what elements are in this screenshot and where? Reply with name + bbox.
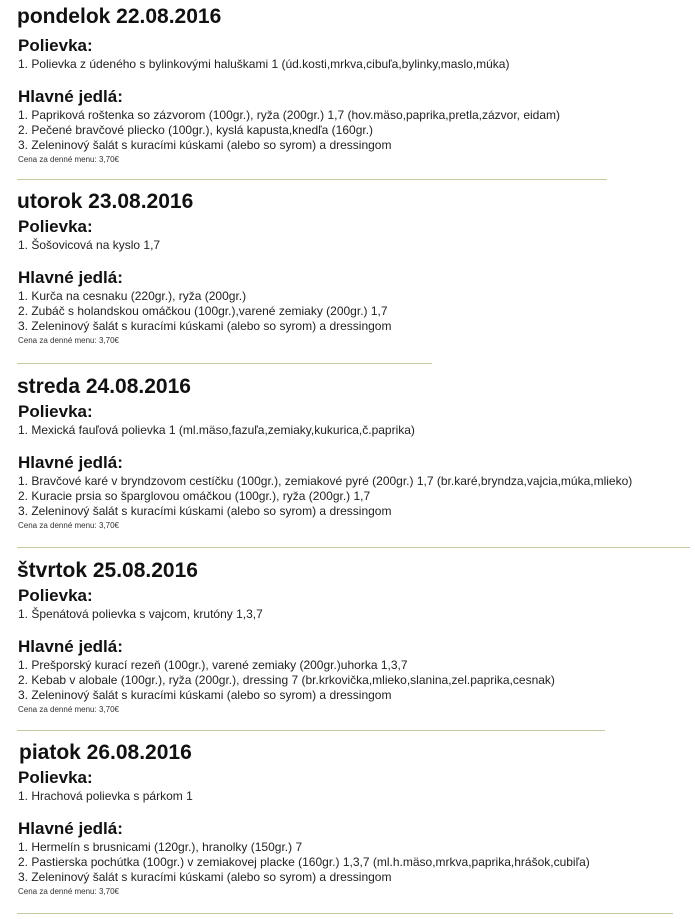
soup-list bbox=[0, 607, 695, 622]
day-separator bbox=[17, 730, 605, 731]
soup-item: 1. Špenátová polievka s vajcom, krutóny 1,3,7 bbox=[18, 607, 263, 621]
soup-item: 1. Polievka z údeného s bylinkovými haluškami 1 (úd.kosti,mrkva,cibuľa,bylinky,maslo,múka) bbox=[18, 57, 510, 71]
main-dish-item: 3. Zeleninový šalát s kuracími kúskami (alebo so syrom) a dressingom bbox=[18, 870, 392, 884]
main-dishes-heading: Hlavné jedlá: bbox=[18, 87, 123, 106]
day-title: pondelok 22.08.2016 bbox=[17, 5, 222, 28]
day-friday bbox=[0, 742, 695, 897]
soup-heading: Polievka: bbox=[18, 36, 93, 55]
main-dish-item: 1. Bravčové karé v bryndzovom cestíčku (100gr.), zemiakové pyré (200gr.) 1,7 (br.karé,bryndza,vajcia,múka,mlieko) bbox=[18, 474, 633, 488]
day-thursday bbox=[0, 560, 695, 715]
soup-list bbox=[0, 57, 695, 72]
main-dish-item: 1. Kurča na cesnaku (220gr.), ryža (200gr.) bbox=[18, 289, 247, 303]
main-dish-item: 1. Prešporský kurací rezeň (100gr.), varené zemiaky (200gr.)uhorka 1,3,7 bbox=[18, 658, 408, 672]
main-dish-list bbox=[0, 289, 695, 334]
day-separator bbox=[17, 363, 432, 364]
soup-heading: Polievka: bbox=[18, 217, 93, 236]
main-dish-item: 2. Kebab v alobale (100gr.), ryža (200gr.), dressing 7 (br.krkovička,mlieko,slanina,zel.paprika,cesnak) bbox=[18, 673, 555, 687]
day-wednesday bbox=[0, 376, 695, 531]
soup-item: 1. Hrachová polievka s párkom 1 bbox=[18, 789, 193, 803]
day-title: utorok 23.08.2016 bbox=[17, 190, 194, 213]
menu-price: Cena za denné menu: 3,70€ bbox=[18, 705, 119, 714]
main-dish-item: 1. Papriková roštenka so zázvorom (100gr.), ryža (200gr.) 1,7 (hov.mäso,paprika,pretla,zázvor, eidam) bbox=[18, 108, 561, 122]
main-dish-list bbox=[0, 474, 695, 519]
main-dish-item: 3. Zeleninový šalát s kuracími kúskami (alebo so syrom) a dressingom bbox=[18, 319, 392, 333]
main-dish-item: 3. Zeleninový šalát s kuracími kúskami (alebo so syrom) a dressingom bbox=[18, 688, 392, 702]
main-dishes-heading: Hlavné jedlá: bbox=[18, 268, 123, 287]
main-dish-list bbox=[0, 840, 695, 885]
soup-list bbox=[0, 423, 695, 438]
day-title: streda 24.08.2016 bbox=[17, 375, 191, 398]
menu-price: Cena za denné menu: 3,70€ bbox=[18, 336, 119, 345]
soup-list bbox=[0, 789, 695, 804]
main-dish-item: 3. Zeleninový šalát s kuracími kúskami (alebo so syrom) a dressingom bbox=[18, 138, 392, 152]
main-dish-item: 3. Zeleninový šalát s kuracími kúskami (alebo so syrom) a dressingom bbox=[18, 504, 392, 518]
main-dishes-heading: Hlavné jedlá: bbox=[18, 819, 123, 838]
day-monday bbox=[0, 6, 695, 165]
soup-list bbox=[0, 238, 695, 253]
main-dishes-heading: Hlavné jedlá: bbox=[18, 453, 123, 472]
day-title: piatok 26.08.2016 bbox=[19, 741, 192, 764]
menu-price: Cena za denné menu: 3,70€ bbox=[18, 887, 119, 896]
main-dish-item: 2. Pečené bravčové pliecko (100gr.), kyslá kapusta,knedľa (160gr.) bbox=[18, 123, 374, 137]
day-tuesday bbox=[0, 191, 695, 346]
menu-price: Cena za denné menu: 3,70€ bbox=[18, 521, 119, 530]
main-dishes-heading: Hlavné jedlá: bbox=[18, 637, 123, 656]
day-separator bbox=[17, 179, 607, 180]
day-separator bbox=[17, 913, 673, 914]
soup-heading: Polievka: bbox=[18, 586, 93, 605]
day-title: štvrtok 25.08.2016 bbox=[17, 559, 198, 582]
day-separator bbox=[17, 547, 690, 548]
soup-item: 1. Šošovicová na kyslo 1,7 bbox=[18, 238, 161, 252]
menu-price: Cena za denné menu: 3,70€ bbox=[18, 155, 119, 164]
main-dish-item: 1. Hermelín s brusnicami (120gr.), hranolky (150gr.) 7 bbox=[18, 840, 303, 854]
main-dish-list bbox=[0, 658, 695, 703]
main-dish-item: 2. Pastierska pochútka (100gr.) v zemiakovej placke (160gr.) 1,3,7 (ml.h.mäso,mrkva,paprika,hrášok,cubiľa) bbox=[18, 855, 590, 869]
main-dish-item: 2. Zubáč s holandskou omáčkou (100gr.),varené zemiaky (200gr.) 1,7 bbox=[18, 304, 388, 318]
soup-heading: Polievka: bbox=[18, 768, 93, 787]
soup-item: 1. Mexická fauľová polievka 1 (ml.mäso,fazuľa,zemiaky,kukurica,č.paprika) bbox=[18, 423, 415, 437]
soup-heading: Polievka: bbox=[18, 402, 93, 421]
main-dish-item: 2. Kuracie prsia so šparglovou omáčkou (100gr.), ryža (200gr.) 1,7 bbox=[18, 489, 371, 503]
main-dish-list bbox=[0, 108, 695, 153]
